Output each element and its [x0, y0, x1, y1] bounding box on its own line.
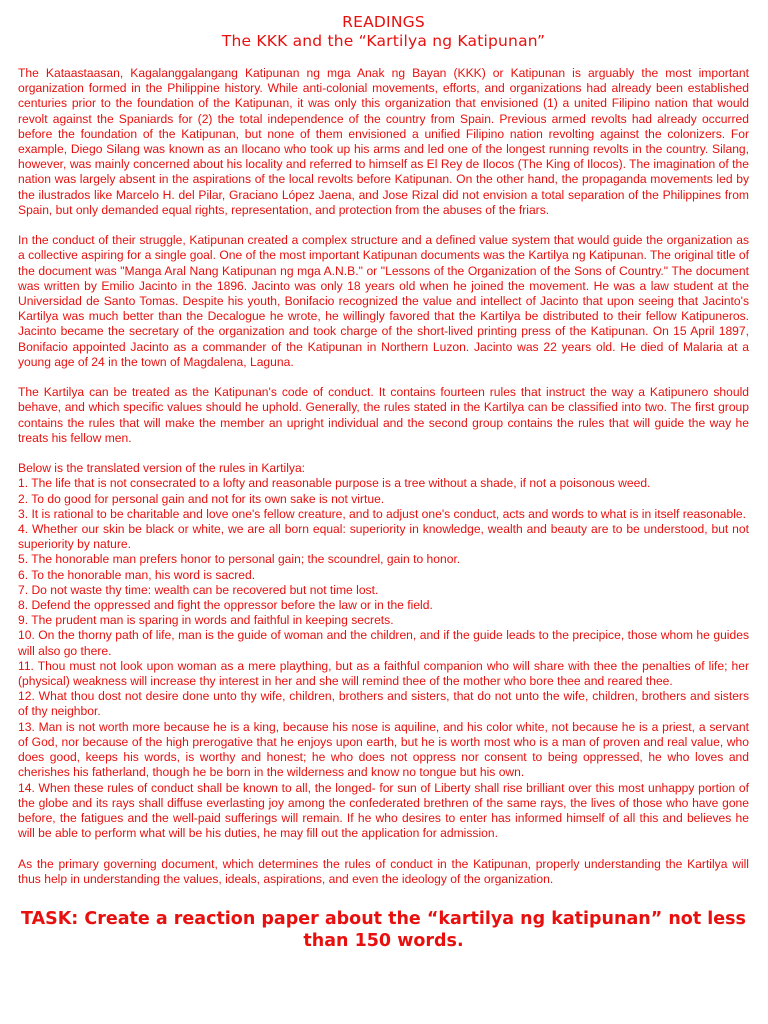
readings-heading: READINGS: [342, 13, 425, 31]
kartilya-rules-list: [18, 476, 749, 841]
paragraph-code-of-conduct: The Kartilya can be treated as the Katipunan's code of conduct. It contains fourteen rules that instruct the way a Katipunero should behave, and which specific values should he uphold. Generally, the rules stated in the Kartilya can be classified into two. The first group contains the rules that will make the member an upright individual and the second group contains the rules that will guide the way he treats his fellow men.: [18, 385, 749, 445]
rule-item: 11. Thou must not look upon woman as a mere plaything, but as a faithful companion who will share with thee the penalties of life; her (physical) weakness will increase thy interest in her and she will remind thee of the mother who bore thee and reared thee.: [18, 658, 749, 689]
rule-item: 3. It is rational to be charitable and love one's fellow creature, and to adjust one's conduct, acts and words to what is in itself reasonable.: [18, 506, 746, 521]
rule-item: 14. When these rules of conduct shall be known to all, the longed- for sun of Liberty shall rise brilliant over this most unhappy portion of the globe and its rays shall diffuse everlasting joy among the confederated brethren of the same rays, the lives of those who have gone before, the fatigues and the well-paid sufferings will remain. If he who desires to enter has informed himself of all this and believes he will be able to perform what will be his duties, he may fill out the application for admission.: [18, 780, 749, 841]
rule-item: 5. The honorable man prefers honor to personal gain; the scoundrel, gain to honor.: [18, 552, 461, 567]
rule-item: 1. The life that is not consecrated to a lofty and reasonable purpose is a tree without a shade, if not a poisonous weed.: [18, 476, 651, 491]
document-title: The KKK and the “Kartilya ng Katipunan”: [221, 32, 546, 50]
rule-item: 13. Man is not worth more because he is a king, because his nose is aquiline, and his color white, not because he is a priest, a servant of God, nor because of the high prerogative that he enjoys upon earth, but he is worth most who is a man of proven and real value, who does good, keeps his words, is worthy and honest; he who does not oppress nor consent to being oppressed, he who loves and cherishes his fatherland, though he be born in the wilderness and know no tongue but his own.: [18, 719, 749, 780]
task-instruction: TASK: Create a reaction paper about the “kartilya ng katipunan” not less than 150 words.: [21, 908, 746, 951]
paragraph-katipunan-intro: The Kataastaasan, Kagalanggalangang Katipunan ng mga Anak ng Bayan (KKK) or Katipunan is arguably the most important organization formed in the Philippine history. While anti-colonial movements, efforts, and organizations had already been established centuries prior to the foundation of the Katipunan, it was only this organization that envisioned (1) a united Filipino nation that would revolt against the Spaniards for (2) the total independence of the country from Spain. Previous armed revolts had already occurred before the foundation of the Katipunan, but none of them envisioned a unified Filipino nation revolting against the colonizers. For example, Diego Silang was known as an Ilocano who took up his arms and led one of the longest running revolts in the country. Silang, however, was mainly concerned about his locality and referred to himself as El Rey de Ilocos (The King of Ilocos). The imagination of the nation was largely absent in the aspirations of the local revolts before Katipunan. On the other hand, the propaganda movements led by the ilustrados like Marcelo H. del Pilar, Graciano López Jaena, and Jose Rizal did not envision a total separation of the Philippines from Spain, but only demanded equal rights, representation, and protection from the abuses of the friars.: [18, 66, 749, 217]
reading-body: [18, 66, 749, 887]
paragraph-closing: As the primary governing document, which determines the rules of conduct in the Katipunan, properly understanding the Kartilya will thus help in understanding the values, ideals, aspirations, and even the ideology of the organization.: [18, 856, 749, 886]
rule-item: 12. What thou dost not desire done unto thy wife, children, brothers and sisters, that do not unto the wife, children, brothers and sisters of thy neighbor.: [18, 689, 749, 719]
rule-item: 2. To do good for personal gain and not for its own sake is not virtue.: [18, 491, 385, 506]
rule-item: 7. Do not waste thy time: wealth can be recovered but not time lost.: [18, 582, 379, 597]
paragraph-kartilya-origin: In the conduct of their struggle, Katipunan created a complex structure and a defined value system that would guide the organization as a collective aspiring for a single goal. One of the most important Katipunan documents was the Kartilya ng Katipunan. The original title of the document was "Manga Aral Nang Katipunan ng mga A.N.B." or "Lessons of the Organization of the Sons of Country." The document was written by Emilio Jacinto in the 1896. Jacinto was only 18 years old when he joined the movement. He was a law student at the Universidad de Santo Tomas. Despite his youth, Bonifacio recognized the value and intellect of Jacinto that upon seeing that Jacinto's Kartilya was much better than the Decalogue he wrote, he willingly favored that the Kartilya be distributed to their fellow Katipuneros. Jacinto became the secretary of the organization and took charge of the short-lived printing press of the Katipunan. On 15 April 1897, Bonifacio appointed Jacinto as a commander of the Katipunan in Northern Luzon. Jacinto was 22 years old. He died of Malaria at a young age of 24 in the town of Magdalena, Laguna.: [18, 233, 749, 369]
rule-item: 10. On the thorny path of life, man is the guide of woman and the children, and if the guide leads to the precipice, those whom he guides will also go there.: [18, 628, 749, 658]
rule-item: 9. The prudent man is sparing in words and faithful in keeping secrets.: [18, 613, 394, 628]
rules-intro: Below is the translated version of the rules in Kartilya:: [18, 461, 306, 476]
rule-item: 8. Defend the oppressed and fight the oppressor before the law or in the field.: [18, 598, 433, 613]
rule-item: 6. To the honorable man, his word is sacred.: [18, 567, 256, 582]
rule-item: 4. Whether our skin be black or white, we are all born equal: superiority in knowledge, wealth and beauty are to be understood, but not superiority by nature.: [18, 522, 749, 552]
